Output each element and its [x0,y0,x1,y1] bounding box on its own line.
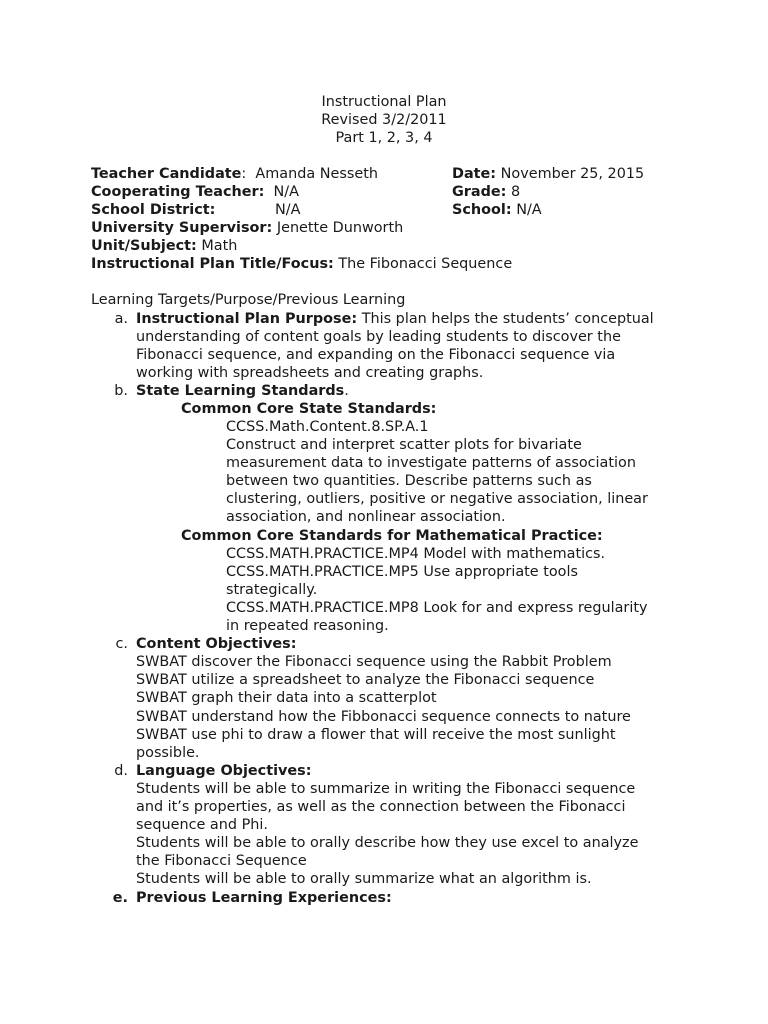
item-d-marker: d. [114,763,128,779]
practice-line: CCSS.MATH.PRACTICE.MP4 Model with mathematics. [226,546,606,562]
school-label: School: [452,202,512,218]
ccss-line: association, and nonlinear association. [226,509,506,525]
school-district-value: N/A [275,202,301,218]
content-objective: SWBAT use phi to draw a flower that will receive the most sunlight [136,727,616,743]
cooperating-teacher-row [91,183,299,201]
cooperating-teacher-value: N/A [273,184,299,200]
practice-line: CCSS.MATH.PRACTICE.MP8 Look for and express regularity [226,600,648,616]
school-district-label: School District: [91,202,216,218]
school-value: N/A [516,202,542,218]
teacher-candidate-row: Teacher Candidate: Amanda Nesseth [91,166,378,182]
university-supervisor-row [91,219,403,237]
school-district-row [91,201,431,219]
item-a-marker: a. [114,311,128,327]
language-objectives-label: Language Objectives: [136,763,312,779]
language-objective: the Fibonacci Sequence [136,853,307,869]
ccss-line: CCSS.Math.Content.8.SP.A.1 [226,419,429,435]
learning-targets-heading: Learning Targets/Purpose/Previous Learning [91,292,406,308]
ccss-line: clustering, outliers, positive or negative association, linear [226,491,648,507]
practice-line: in repeated reasoning. [226,618,389,634]
item-e-marker: e. [112,890,128,906]
ccss-line: Construct and interpret scatter plots for bivariate [226,437,582,453]
content-objective: SWBAT understand how the Fibbonacci sequence connects to nature [136,709,631,725]
plan-title-value: The Fibonacci Sequence [338,256,513,272]
date-row [452,165,644,183]
purpose-text: This plan helps the students’ conceptual [361,311,654,327]
ccss-line: measurement data to investigate patterns of association [226,455,636,471]
content-objective: SWBAT graph their data into a scatterplot [136,690,437,706]
purpose-label: Instructional Plan Purpose: [136,311,358,327]
language-objective: Students will be able to orally summarize what an algorithm is. [136,871,592,887]
content-objective: possible. [136,745,200,761]
item-c-marker: c. [115,636,128,652]
language-objective: Students will be able to orally describe how they use excel to analyze [136,835,639,851]
content-objectives-label: Content Objectives: [136,636,297,652]
practice-line: strategically. [226,582,318,598]
language-objective: Students will be able to summarize in writing the Fibonacci sequence [136,781,636,797]
ccss-heading: Common Core State Standards: [181,401,437,417]
practice-line: CCSS.MATH.PRACTICE.MP5 Use appropriate tools [226,564,578,580]
language-objective: sequence and Phi. [136,817,268,833]
plan-title-row [91,255,512,273]
content-objective: SWBAT utilize a spreadsheet to analyze the Fibonacci sequence [136,672,595,688]
language-objective: and it’s properties, as well as the connection between the Fibonacci [136,799,626,815]
unit-subject-row [91,237,237,255]
ccss-line: between two quantities. Describe patterns such as [226,473,592,489]
cooperating-teacher-label: Cooperating Teacher: [91,184,265,200]
university-supervisor-value: Jenette Dunworth [276,220,404,236]
grade-row [452,183,520,201]
purpose-text: understanding of content goals by leading students to discover the [136,329,621,345]
previous-learning-label: Previous Learning Experiences: [136,890,392,906]
standards-heading-line [136,382,349,400]
document-parts: Part 1, 2, 3, 4 [335,130,433,146]
practice-heading: Common Core Standards for Mathematical Practice: [181,528,603,544]
grade-label: Grade: [452,184,507,200]
unit-subject-label: Unit/Subject: [91,238,197,254]
standards-label: State Learning Standards [136,383,345,399]
date-value: November 25, 2015 [500,166,645,182]
content-objective: SWBAT discover the Fibonacci sequence using the Rabbit Problem [136,654,612,670]
plan-title-label: Instructional Plan Title/Focus: [91,256,334,272]
date-label: Date: [452,166,497,182]
teacher-candidate-label: Teacher Candidate [91,166,242,182]
university-supervisor-label: University Supervisor: [91,220,273,236]
document-title: Instructional Plan [321,94,447,110]
unit-subject-value: Math [201,238,238,254]
item-b-marker: b. [114,383,128,399]
document-revised: Revised 3/2/2011 [321,112,447,128]
purpose-text: Fibonacci sequence, and expanding on the Fibonacci sequence via [136,347,616,363]
purpose-first-line [136,310,654,328]
standards-label-suffix: . [344,383,349,399]
school-row [452,201,542,219]
grade-value: 8 [511,184,521,200]
purpose-text: working with spreadsheets and creating graphs. [136,365,484,381]
teacher-candidate-value: Amanda Nesseth [255,166,378,182]
